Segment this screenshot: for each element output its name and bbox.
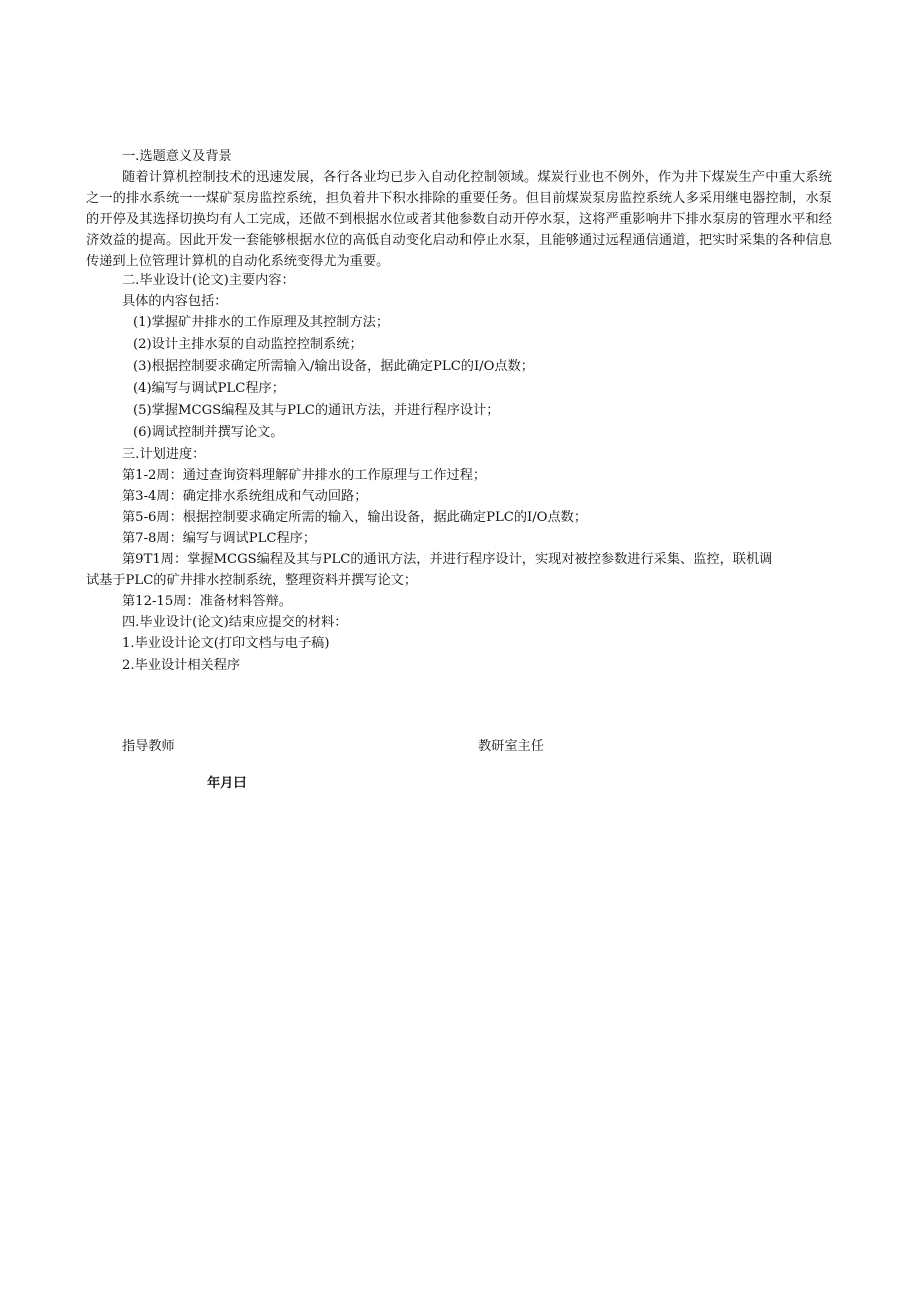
advisor-signature-label: 指导教师 bbox=[122, 738, 175, 753]
section-4-heading: 四.毕业设计(论文)结束应提交的材料： bbox=[122, 615, 348, 630]
content-item-2: (2)设计主排水泵的自动监控控制系统； bbox=[133, 337, 363, 352]
content-item-1: (1)掌握矿井排水的工作原理及其控制方法； bbox=[133, 315, 390, 330]
content-item-5: (5)掌握MCGS编程及其与PLC的通讯方法，并进行程序设计； bbox=[133, 403, 500, 418]
schedule-week-9-11: 第9T1周：掌握MCGS编程及其与PLC的通讯方法，并进行程序设计，实现对被控参数进行采集、监控，联机调 bbox=[122, 552, 773, 567]
section-2-heading: 二.毕业设计(论文)主要内容： bbox=[122, 273, 295, 288]
schedule-week-12-15: 第12-15周：准备材料答辩。 bbox=[122, 594, 292, 609]
section-1-heading: 一.选题意义及背景 bbox=[122, 149, 232, 164]
section-3-heading: 三.计划进度： bbox=[122, 447, 206, 462]
director-signature-label: 教研室主任 bbox=[478, 738, 544, 753]
date-label: 年月曰 bbox=[207, 775, 247, 790]
section-2-intro: 具体的内容包括： bbox=[122, 294, 228, 309]
section-1-body: 随着计算机控制技术的迅速发展，各行各业均已步入自动化控制领域。煤炭行业也不例外，作为井下煤炭生产中重大系统之一的排水系统一一煤矿泵房监控系统，担负着井下积水排除的重要任务。但目前煤炭泵房监控系统人多采用继电器控制，水泵的开停及其选择切换均有人工完成，还做不到根据水位或者其他参数自动开停水泵，这将严重影响井下排水泵房的管理水平和经济效益的提高。因此开发一套能够根据水位的高低自动变化启动和停止水泵，且能够通过远程通信通道，把实时采集的各种信息传递到上位管理计算机的自动化系统变得尤为重要。 bbox=[86, 170, 832, 269]
content-item-3: (3)根据控制要求确定所需输入/输出设备，据此确定PLC的I/O点数； bbox=[133, 359, 534, 374]
content-item-6: (6)调试控制并撰写论文。 bbox=[133, 425, 284, 440]
content-item-4: (4)编写与调试PLC程序； bbox=[133, 381, 285, 396]
schedule-week-3-4: 第3-4周：确定排水系统组成和气动回路； bbox=[122, 489, 368, 504]
deliverable-2: 2.毕业设计相关程序 bbox=[122, 658, 241, 673]
schedule-week-9-11-continued: 试基于PLC的矿井排水控制系统，整理资料并撰写论文； bbox=[86, 573, 418, 588]
schedule-week-1-2: 第1-2周：通过查询资料理解矿井排水的工作原理与工作过程； bbox=[122, 468, 487, 483]
schedule-week-7-8: 第7-8周：编写与调试PLC程序； bbox=[122, 531, 317, 546]
schedule-week-5-6: 第5-6周：根据控制要求确定所需的输入，输出设备，据此确定PLC的I/O点数； bbox=[122, 510, 588, 525]
deliverable-1: 1.毕业设计论文(打印文档与电子稿) bbox=[122, 636, 330, 651]
